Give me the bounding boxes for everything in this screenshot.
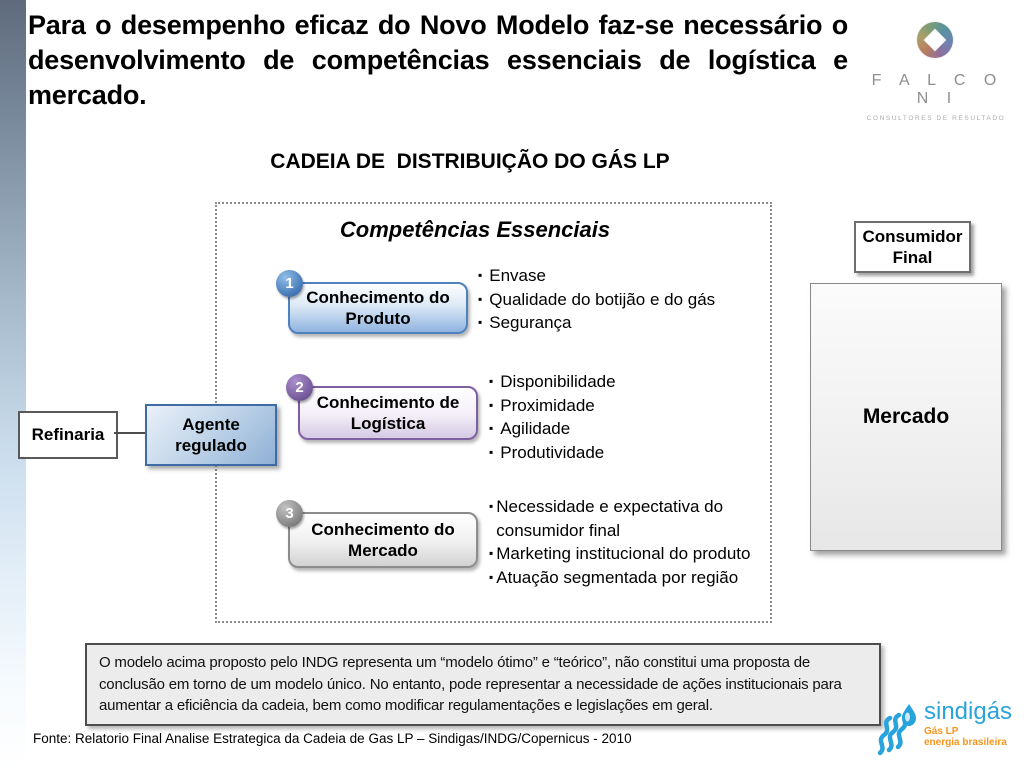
bullet-text: Envase — [489, 266, 546, 285]
sindigas-logo-tagline2: energia brasileira — [924, 737, 1007, 748]
list-item — [478, 288, 778, 312]
list-item — [489, 370, 779, 394]
bullet-icon: ▪ — [478, 291, 483, 306]
falconi-logo-tagline: CONSULTORES DE RESULTADO — [866, 115, 1006, 122]
slide-title-line: desenvolvimento de competências essenciais de logística e — [28, 45, 848, 75]
bullet-list-produto — [478, 264, 778, 335]
bullet-text: Necessidade e expectativa do consumidor final — [496, 497, 724, 540]
bullet-list-mercado — [489, 495, 772, 589]
bullet-icon: ▪ — [478, 315, 483, 329]
competency-label-produto: Conhecimento do Produto — [288, 282, 468, 334]
bullet-icon: ▪ — [489, 374, 494, 388]
list-item — [489, 417, 779, 441]
competency-number-badge: 1 — [276, 270, 303, 297]
bullet-text: Proximidade — [500, 395, 595, 415]
sindigas-waves-icon — [876, 700, 918, 760]
list-item — [478, 311, 778, 335]
list-item — [489, 495, 772, 542]
bullet-icon: ▪ — [489, 569, 494, 584]
slide-title-line: mercado. — [28, 80, 147, 110]
mercado-box: Mercado — [810, 283, 1002, 551]
competency-box-logistica — [295, 379, 478, 440]
bullet-text: Marketing institucional do produto — [496, 544, 751, 563]
competency-number-badge: 3 — [276, 500, 303, 527]
section-heading: CADEIA DE DISTRIBUIÇÃO DO GÁS LP — [270, 150, 670, 173]
source-footnote: Fonte: Relatorio Final Analise Estrategica da Cadeia de Gas LP – Sindigas/INDG/Copernicus - 2010 — [33, 731, 632, 746]
falconi-swirl-icon — [917, 22, 953, 58]
bullet-icon: ▪ — [489, 397, 494, 412]
consumidor-final-box: Consumidor Final — [854, 221, 971, 273]
competency-box-mercado — [285, 505, 478, 568]
falconi-logo — [862, 22, 1008, 122]
note-box: O modelo acima proposto pelo INDG representa um “modelo ótimo” e “teórico”, não constitui uma proposta de conclusão em torno de um modelo único. No entanto, pode representar a necessidade de ações institucionais para aumentar a eficiência da cadeia, bem como modificar regulamentações e legislações em geral. — [85, 643, 881, 726]
bullet-text: Atuação segmentada por região — [496, 567, 739, 587]
competency-box-produto — [285, 275, 468, 334]
competencias-heading: Competências Essenciais — [339, 217, 611, 242]
slide-title-line: Para o desempenho eficaz do Novo Modelo faz-se necessário o — [28, 10, 848, 40]
left-accent-bar — [0, 0, 26, 768]
slide-title — [28, 8, 848, 113]
competency-number-badge: 2 — [286, 374, 313, 401]
list-item — [489, 394, 779, 418]
bullet-text: Produtividade — [500, 442, 605, 462]
bullet-text: Disponibilidade — [500, 372, 616, 391]
bullet-icon: ▪ — [489, 546, 494, 560]
bullet-text: Segurança — [489, 313, 572, 332]
list-item — [489, 441, 779, 465]
list-item — [489, 542, 772, 566]
bullet-list-logistica — [489, 370, 779, 464]
list-item — [478, 264, 778, 288]
bullet-icon: ▪ — [478, 268, 483, 282]
bullet-icon: ▪ — [489, 421, 494, 435]
bullet-icon: ▪ — [489, 499, 494, 513]
refinaria-agente-connector — [114, 432, 145, 434]
sindigas-logo-name: sindigás — [924, 698, 1013, 725]
sindigas-logo — [876, 700, 1012, 760]
refinaria-box: Refinaria — [18, 411, 118, 459]
competency-label-logistica: Conhecimento de Logística — [298, 386, 478, 440]
bullet-icon: ▪ — [489, 444, 494, 459]
sindigas-logo-tagline1: Gás LP — [924, 726, 959, 737]
list-item — [489, 566, 772, 590]
bullet-text: Agilidade — [500, 419, 571, 438]
bullet-text: Qualidade do botijão e do gás — [489, 289, 716, 309]
falconi-logo-name: F A L C O N I — [871, 72, 1004, 107]
competency-label-mercado: Conhecimento do Mercado — [288, 512, 478, 568]
agente-regulado-box: Agente regulado — [145, 404, 277, 466]
sindigas-logo-text — [924, 700, 1012, 748]
